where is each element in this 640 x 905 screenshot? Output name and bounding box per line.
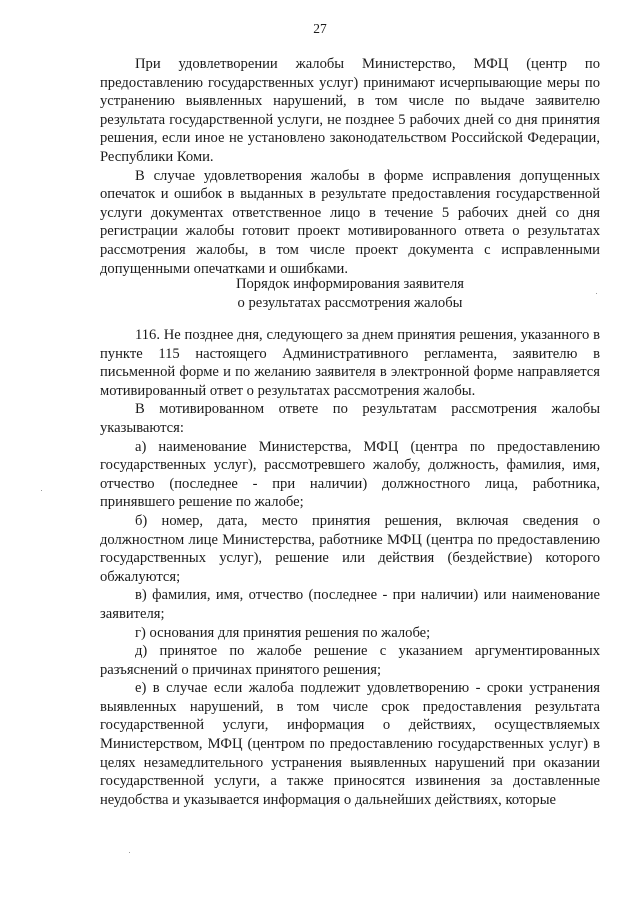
- paragraph-116: 116. Не позднее дня, следующего за днем принятия решения, указанного в пункте 115 настоящего Административного регламента, заявителю в письменной форме и по желанию заявителя в электронной форме направляется мотивированный ответ о результатах рассмотрения жалобы.: [100, 327, 600, 399]
- list-item-d: д) принятое по жалобе решение с указанием аргументированных разъяснений о причинах принятого решения;: [100, 643, 600, 678]
- section-heading-line-2: о результатах рассмотрения жалобы: [237, 294, 463, 311]
- scan-speck: [41, 490, 42, 491]
- section-heading-line-1: Порядок информирования заявителя: [235, 276, 465, 292]
- paragraph-response-contents-intro: В мотивированном ответе по результатам рассмотрения жалобы указываются:: [100, 401, 600, 436]
- section-heading: [100, 275, 600, 312]
- list-item-e: е) в случае если жалоба подлежит удовлетворению - сроки устранения выявленных нарушений, в том числе срок предоставления результата государственной услуги, информация о действиях, осуществляемых Министерством, МФЦ (центром по предоставлению государственных услуг) в целях незамедлительного устранения выявленных нарушений при оказании государственной услуги, а также приносятся извинения за доставленные неудобства и указывается информация о дальнейших действиях, которые: [100, 680, 600, 808]
- paragraph-complaint-satisfaction: При удовлетворении жалобы Министерство, МФЦ (центр по предоставлению государственных услуг) принимают исчерпывающие меры по устранению выявленных нарушений, в том числе по выдаче заявителю результата государственной услуги, не позднее 5 рабочих дней со дня принятия решения, если иное не установлено законодательством Российской Федерации, Республики Коми.: [100, 56, 600, 165]
- list-item-g: г) основания для принятия решения по жалобе;: [135, 624, 431, 641]
- main-text-block: [100, 326, 600, 809]
- paragraph-typo-correction: В случае удовлетворения жалобы в форме исправления допущенных опечаток и ошибок в выданных в результате предоставления государственной услуги документах ответственное лицо в течение 5 рабочих дней со дня регистрации жалобы готовит проект мотивированного ответа о результатах рассмотрения жалобы, в том числе проект документа с исправленными допущенными опечатками и ошибками.: [100, 167, 600, 277]
- page-number: 27: [313, 21, 327, 36]
- list-item-a: а) наименование Министерства, МФЦ (центра по предоставлению государственных услуг), рассмотревшего жалобу, должность, фамилия, имя, отчество (последнее - при наличии) должностного лица, работника, принявшего решение по жалобе;: [100, 438, 600, 511]
- scan-speck: [129, 852, 130, 853]
- scan-speck: [596, 293, 597, 294]
- top-text-block: [100, 55, 600, 278]
- list-item-b: б) номер, дата, место принятия решения, включая сведения о должностном лице Министерства, работнике МФЦ (центра по предоставлению государственных услуг), решение или действия (бездействие) которого обжалуются;: [100, 512, 600, 585]
- list-item-v: в) фамилия, имя, отчество (последнее - при наличии) или наименование заявителя;: [100, 587, 600, 622]
